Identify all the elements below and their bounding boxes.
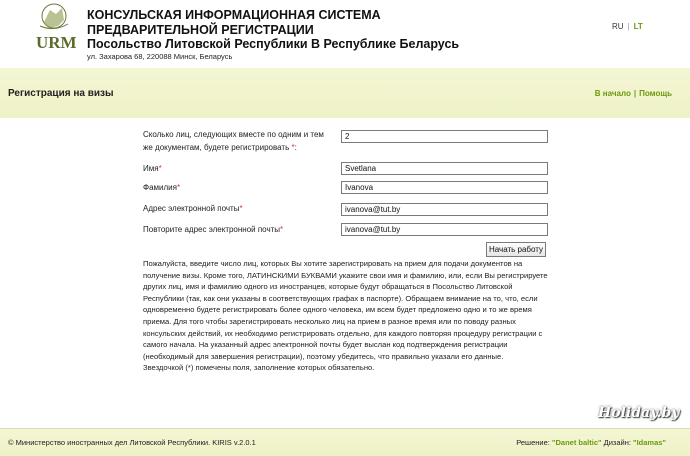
system-title: КОНСУЛЬСКАЯ ИНФОРМАЦИОННАЯ СИСТЕМА ПРЕДВАРИТЕЛЬНОЙ РЕГИСТРАЦИИ (87, 8, 381, 37)
people-count-label: Сколько лиц, следующих вместе по одним и тем же документам, будете регистрировать *: (143, 130, 324, 152)
home-link[interactable]: В начало (594, 89, 631, 98)
header (0, 0, 690, 68)
lang-separator: | (627, 22, 630, 31)
language-switcher (612, 22, 643, 31)
surname-label-text: Фамилия (143, 183, 177, 192)
required-mark: * (280, 225, 284, 234)
page-title: Регистрация на визы (8, 88, 114, 99)
email-repeat-label-text: Повторите адрес электронной почты (143, 225, 281, 234)
surname-input[interactable]: Ivanova (341, 181, 548, 194)
embassy-name: Посольство Литовской Республики В Республике Беларусь (87, 37, 460, 51)
solution-label: Решение: (516, 438, 550, 447)
name-label-text: Имя (143, 164, 159, 173)
top-links (595, 89, 672, 98)
email-input[interactable]: ivanova@tut.by (341, 203, 548, 216)
credits (516, 438, 666, 447)
required-mark: * (239, 204, 243, 213)
help-link[interactable]: Помощь (639, 89, 672, 98)
registration-form (0, 118, 690, 428)
required-note: Звездочкой (*) помечены поля, заполнение которых обязательно. (143, 363, 375, 373)
design-link[interactable]: "Idamas" (633, 438, 666, 447)
watermark: Holiday.by (598, 405, 680, 421)
copyright: © Министерство иностранных дел Литовской Республики. KIRIS v.2.0.1 (8, 438, 256, 447)
people-count-input[interactable]: 2 (341, 130, 548, 143)
email-repeat-label (143, 223, 283, 236)
design-label: Дизайн: (603, 438, 631, 447)
footer (0, 428, 690, 456)
logo-text: URM (36, 33, 77, 52)
email-label (143, 202, 243, 215)
required-mark: * (158, 164, 162, 173)
lang-ru-link[interactable]: RU (612, 22, 624, 31)
solution-link[interactable]: "Danet baltic" (551, 438, 602, 447)
required-mark: * (291, 143, 295, 152)
people-count-label-text: Сколько лиц, следующих вместе по одним и тем же документам, будете регистрировать (143, 130, 324, 152)
info-paragraph: Пожалуйста, введите число лиц, которых Вы хотите зарегистрировать на прием для подачи документов на получение визы. Кроме того, ЛАТИНСКИМИ БУКВАМИ укажите свои имя и фамилию, или, если Вы регистрируете других лиц, имя и фамилию одного из иностранцев, которые будут обращаться в Посольство Литовской Республики (так, как они указаны в соответствующих графах в паспорте). Обращаем внимание на то, что, если одновременно будете регистрировать более одного человека, им всем будет предложено одно и то же время приема. Для того чтобы зарегистрировать несколько лиц на прием в разное время или по поводу разных консульских действий, их необходимо регистрировать отдельно, для каждого повторяя процедуру регистрации с самого начала. На указанный адрес электронной почты будет выслан код подтверждения регистрации (необходимый для завершения регистрации), поэтому убедитесь, что правильно указали его данные. (143, 259, 548, 361)
name-label (143, 162, 162, 175)
start-button[interactable]: Начать работу (486, 242, 546, 257)
email-label-text: Адрес электронной почты (143, 204, 240, 213)
surname-label (143, 181, 180, 194)
name-input[interactable]: Svetlana (341, 162, 548, 175)
required-mark: * (176, 183, 181, 192)
info-text (143, 258, 548, 374)
email-repeat-input[interactable]: ivanova@tut.by (341, 223, 548, 236)
embassy-address: ул. Захарова 68, 220088 Минск, Беларусь (87, 52, 233, 61)
title-band (0, 68, 690, 119)
links-separator: | (633, 89, 637, 98)
lang-lt-link[interactable]: LT (633, 22, 643, 31)
